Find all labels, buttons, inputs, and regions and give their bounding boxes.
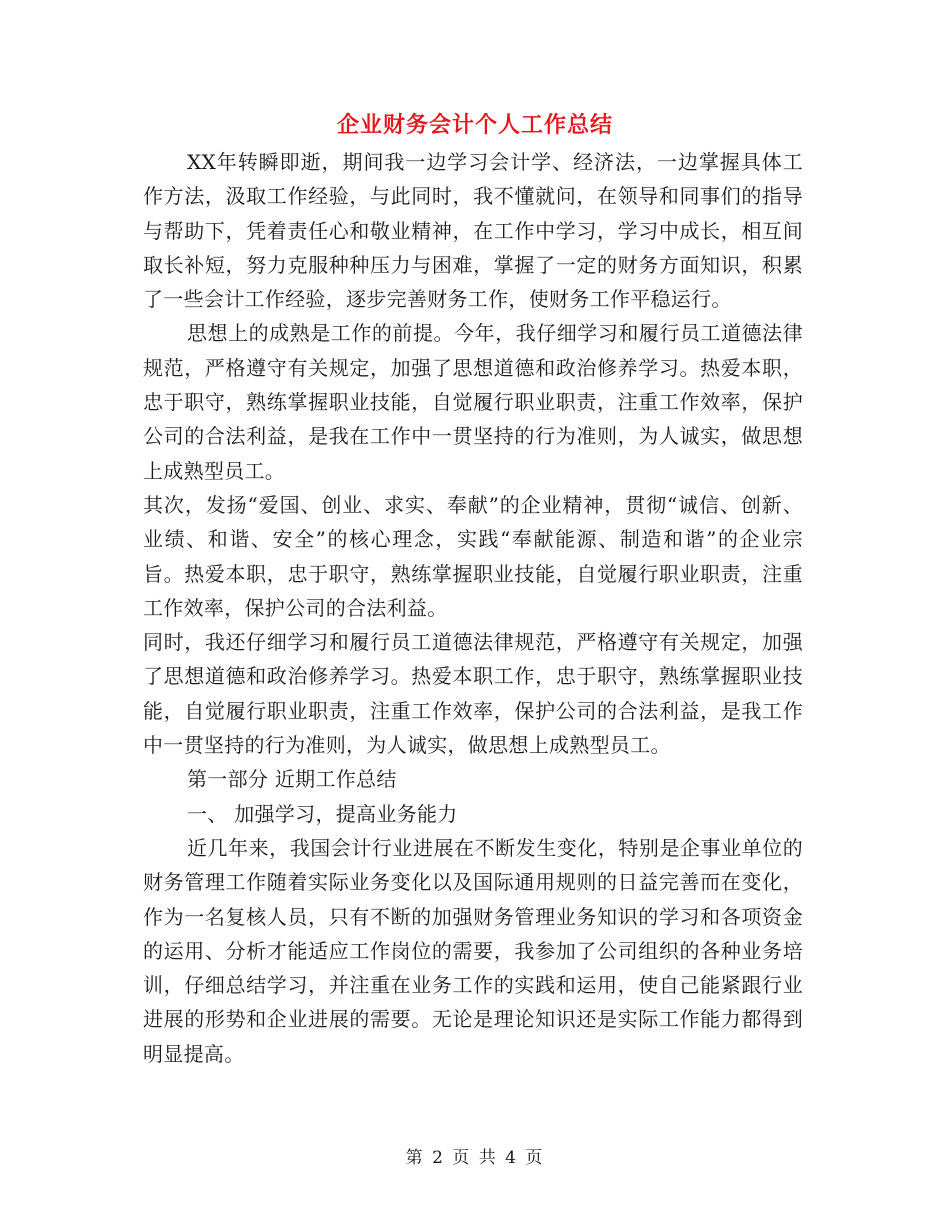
document-title: 企业财务会计个人工作总结 (336, 112, 613, 138)
paragraph-thought: 思想上的成熟是工作的前提。今年，我仔细学习和履行员工道德法律规范，严格遵守有关规定，加强了思想道德和政治修养学习。热爱本职，忠于职守，熟练掌握职业技能，自觉履行职业职责，注重工作效率，保护公司的合法利益，是我在工作中一贯坚持的行为准则，为人诚实，做思想上成熟型员工。 (143, 321, 803, 483)
paragraph-meanwhile: 同时，我还仔细学习和履行员工道德法律规范，严格遵守有关规定，加强了思想道德和政治修养学习。热爱本职工作，忠于职守，熟练掌握职业技能，自觉履行职业职责，注重工作效率，保护公司的合法利益，是我工作中一贯坚持的行为准则，为人诚实，做思想上成熟型员工。 (143, 630, 803, 758)
document-body (143, 145, 803, 1071)
section-heading-part-one: 第一部分 近期工作总结 (187, 767, 397, 792)
paragraph-recent-years: 近几年来，我国会计行业进展在不断发生变化，特别是企事业单位的财务管理工作随着实际业务变化以及国际通用规则的日益完善而在变化，作为一名复核人员，只有不断的加强财务管理业务知识的学习和各项资金的运用、分析才能适应工作岗位的需要，我参加了公司组织的各种业务培训，仔细总结学习，并注重在业务工作的实践和运用，使自己能紧跟行业进展的形势和企业进展的需要。无论是理论知识还是实际工作能力都得到明显提高。 (143, 835, 803, 1066)
subsection-heading-study: 一、 加强学习，提高业务能力 (187, 801, 458, 826)
paragraph-intro: XX年转瞬即逝，期间我一边学习会计学、经济法，一边掌握具体工作方法，汲取工作经验，与此同时，我不懂就问，在领导和同事们的指导与帮助下，凭着责任心和敬业精神，在工作中学习，学习中成长，相互间取长补短，努力克服种种压力与困难，掌握了一定的财务方面知识，积累了一些会计工作经验，逐步完善财务工作，使财务工作平稳运行。 (143, 150, 803, 312)
paragraph-secondly: 其次，发扬“爱国、创业、求实、奉献”的企业精神，贯彻“诚信、创新、业绩、和谐、安全”的核心理念，实践“奉献能源、制造和谐”的企业宗旨。热爱本职，忠于职守，熟练掌握职业技能，自觉履行职业职责，注重工作效率，保护公司的合法利益。 (143, 492, 803, 620)
page-number-footer: 第 2 页 共 4 页 (405, 1148, 545, 1168)
